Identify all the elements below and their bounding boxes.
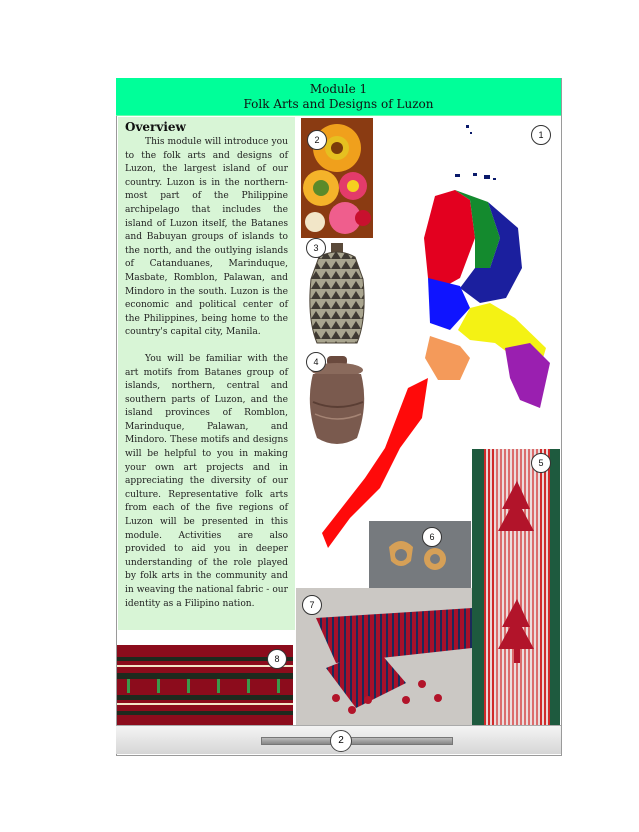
- overview-paragraph-2: You will be familiar with the art motifs from Batanes group of islands, northern, central and southern parts of Luzon, and the island provinces of Romblon, Marinduque, Palawan, and Mindoro. These motifs and designs will be helpful to you in making your own art projects and in appreciating the diversity of our culture. Representative folk arts from each of the five regions of Luzon will be presented in this module. Activities are also provided to aid you in deeper understanding of the role played by folk arts in the community and in weaving the national fabric - our identity as a Filipino nation.: [125, 353, 288, 609]
- photo-earrings: [369, 521, 471, 588]
- footer-bar: [261, 737, 453, 745]
- module-header: [116, 78, 561, 116]
- page-footer: [116, 725, 561, 754]
- marker-4: 4: [306, 352, 326, 372]
- marker-1: 1: [531, 125, 551, 145]
- overview-heading: Overview: [125, 120, 186, 134]
- overview-panel: [118, 117, 295, 630]
- marker-8: 8: [267, 649, 287, 669]
- module-title: Module 1: [309, 82, 368, 96]
- marker-5: 5: [531, 453, 551, 473]
- marker-6: 6: [422, 527, 442, 547]
- photo-woven-strip: [472, 449, 560, 725]
- overview-paragraph-1: This module will introduce you to the folk arts and designs of Luzon, the largest island of our country. Luzon is in the northern-most part of the Philippine archipelago that includes the island of Luzon itself, the Batanes and Babuyan groups of islands to the north, and the outlying islands of Catanduanes, Marinduque, Masbate, Romblon, Palawan, and Mindoro in the south. Luzon is the economic and political center of the Philippines, being home to the country's capital city, Manila.: [125, 137, 288, 338]
- marker-7: 7: [302, 595, 322, 615]
- module-subtitle: Folk Arts and Designs of Luzon: [243, 97, 434, 111]
- marker-2: 2: [307, 130, 327, 150]
- marker-3: 3: [306, 238, 326, 258]
- photo-striped-belt: [296, 588, 472, 725]
- page-number: 2: [330, 730, 352, 752]
